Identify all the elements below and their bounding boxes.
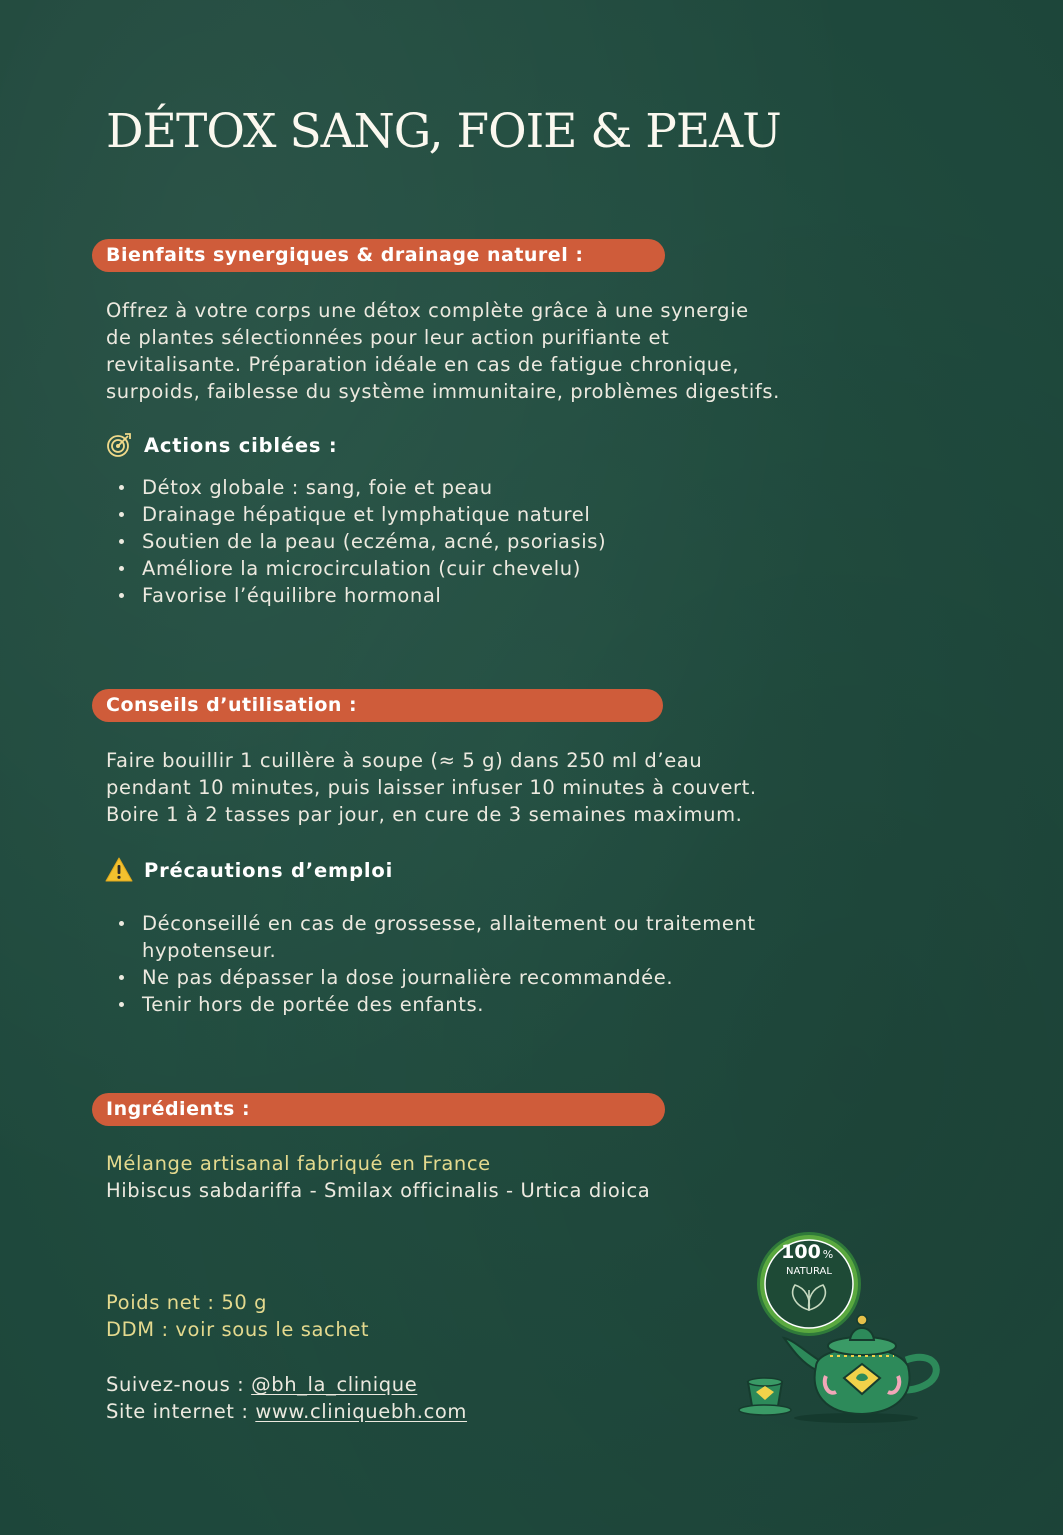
teapot-illustration	[738, 1310, 953, 1425]
badge-label: NATURAL	[786, 1266, 832, 1277]
ingredients-heading: Ingrédients :	[92, 1093, 665, 1126]
benefits-line: revitalisante. Préparation idéale en cas de fatigue chronique,	[106, 353, 740, 376]
page-title: DÉTOX SANG, FOIE & PEAU	[106, 104, 781, 159]
badge-percent: 100	[781, 1241, 821, 1263]
list-item: Drainage hépatique et lymphatique naturel	[106, 501, 606, 528]
list-item: Favorise l’équilibre hormonal	[106, 582, 606, 609]
list-item-text: hypotenseur.	[142, 939, 277, 962]
benefits-line: surpoids, faiblesse du système immunitaire, problèmes digestifs.	[106, 380, 780, 403]
social-row	[106, 1371, 417, 1398]
usage-text	[106, 747, 757, 828]
ddm: DDM : voir sous le sachet	[106, 1318, 370, 1341]
precautions-list	[106, 910, 756, 1018]
list-item	[106, 910, 756, 964]
list-item: Tenir hors de portée des enfants.	[106, 991, 756, 1018]
usage-line: pendant 10 minutes, puis laisser infuser 10 minutes à couvert.	[106, 776, 757, 799]
usage-line: Faire bouillir 1 cuillère à soupe (≈ 5 g) dans 250 ml d’eau	[106, 749, 703, 772]
target-icon	[104, 430, 134, 460]
social-handle-link[interactable]: @bh_la_clinique	[251, 1373, 418, 1396]
list-item: Ne pas dépasser la dose journalière recommandée.	[106, 964, 756, 991]
actions-heading: Actions ciblées :	[144, 433, 338, 457]
precautions-heading: Précautions d’emploi	[144, 858, 394, 882]
website-row	[106, 1398, 467, 1425]
warning-icon	[104, 855, 134, 885]
benefits-line: Offrez à votre corps une détox complète grâce à une synergie	[106, 299, 749, 322]
website-label: Site internet :	[106, 1400, 256, 1423]
net-weight: Poids net : 50 g	[106, 1291, 268, 1314]
benefits-text	[106, 297, 780, 405]
precautions-heading-row	[104, 855, 393, 885]
list-item: Soutien de la peau (eczéma, acné, psoriasis)	[106, 528, 606, 555]
actions-list	[106, 474, 606, 609]
badge-percent-sign: %	[822, 1248, 834, 1261]
list-item: Améliore la microcirculation (cuir chevelu)	[106, 555, 606, 582]
usage-line: Boire 1 à 2 tasses par jour, en cure de 3 semaines maximum.	[106, 803, 743, 826]
list-item: Détox globale : sang, foie et peau	[106, 474, 606, 501]
actions-heading-row	[104, 430, 337, 460]
website-link[interactable]: www.cliniquebh.com	[255, 1400, 468, 1423]
ingredients-list: Hibiscus sabdariffa - Smilax officinalis - Urtica dioica	[106, 1179, 651, 1202]
ingredients-origin: Mélange artisanal fabriqué en France	[106, 1152, 491, 1175]
social-label: Suivez-nous :	[106, 1373, 252, 1396]
usage-heading: Conseils d’utilisation :	[92, 689, 663, 722]
benefits-line: de plantes sélectionnées pour leur action purifiante et	[106, 326, 670, 349]
list-item-text: Déconseillé en cas de grossesse, allaitement ou traitement	[142, 912, 756, 935]
benefits-heading: Bienfaits synergiques & drainage naturel :	[92, 239, 665, 272]
